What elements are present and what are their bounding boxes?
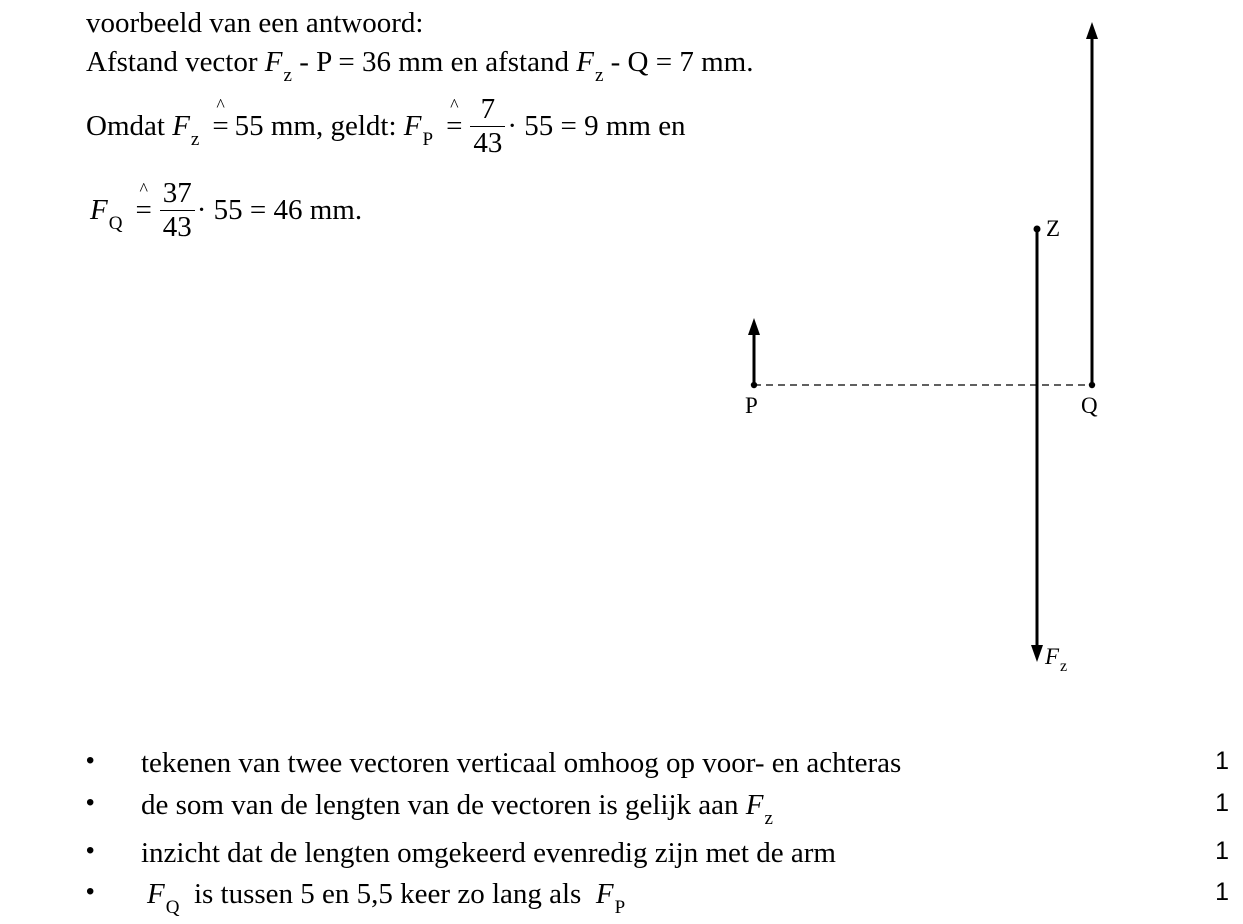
point-z xyxy=(1034,226,1041,233)
text: de som van de lengten van de vectoren is gelijk aan xyxy=(141,789,746,821)
score: 1 xyxy=(1215,747,1229,775)
subscript-q: Q xyxy=(108,213,123,235)
criterion-text xyxy=(141,789,773,829)
denominator: 43 xyxy=(162,211,192,243)
symbol-f: F xyxy=(745,789,764,821)
label-fz-f: F xyxy=(1045,644,1060,669)
vector-fz-arrowhead xyxy=(1031,645,1043,662)
equals: = xyxy=(135,194,152,227)
subscript-z: z xyxy=(764,808,773,829)
criterion-4 xyxy=(0,878,1243,918)
text: - P = 36 mm en afstand xyxy=(291,46,577,78)
label-p: P xyxy=(745,393,758,418)
criterion-2 xyxy=(0,789,1243,829)
bullet: • xyxy=(86,837,95,864)
bullet: • xyxy=(86,878,95,905)
score: 1 xyxy=(1215,878,1229,906)
vector-q-arrowhead xyxy=(1086,22,1098,39)
subscript-z: z xyxy=(283,65,292,86)
score: 1 xyxy=(1215,837,1229,865)
score: 1 xyxy=(1215,789,1229,817)
numerator: 37 xyxy=(160,179,195,211)
subscript-p: P xyxy=(422,129,434,151)
point-q xyxy=(1089,382,1095,388)
hat: ^ xyxy=(216,95,225,116)
denominator: 43 xyxy=(473,127,503,159)
subscript-z: z xyxy=(190,129,200,151)
criterion-3 xyxy=(0,837,1243,871)
intro-text: voorbeeld van een antwoord: xyxy=(86,7,424,39)
equals: = xyxy=(446,110,463,143)
symbol-f: F xyxy=(147,878,165,910)
symbol-f: F xyxy=(576,46,594,78)
text: 55 mm, geldt: xyxy=(234,110,404,143)
hat: ^ xyxy=(139,179,148,200)
label-fz-sub: z xyxy=(1060,658,1068,675)
symbol-f: F xyxy=(595,878,614,910)
numerator: 7 xyxy=(470,95,505,127)
symbol-f: F xyxy=(403,110,422,143)
symbol-f: F xyxy=(172,110,190,143)
criterion-text: inzicht dat de lengten omgekeerd evenredig zijn met de arm xyxy=(141,837,836,869)
bullet: • xyxy=(86,747,95,774)
hat: ^ xyxy=(450,95,459,116)
label-q: Q xyxy=(1081,393,1098,418)
bullet: • xyxy=(86,789,95,816)
text: Omdat xyxy=(86,110,173,143)
subscript-z: z xyxy=(594,65,604,86)
text: - Q = 7 mm. xyxy=(603,46,754,78)
criterion-text: tekenen van twee vectoren verticaal omhoog op voor- en achteras xyxy=(141,747,902,779)
text: Afstand vector xyxy=(86,46,265,78)
subscript-p: P xyxy=(614,897,626,918)
label-z: Z xyxy=(1046,216,1061,241)
point-p xyxy=(751,382,757,388)
symbol-f: F xyxy=(264,46,283,78)
symbol-f: F xyxy=(90,194,108,227)
text: · 55 = 46 mm. xyxy=(196,194,363,227)
criterion-1 xyxy=(0,747,1243,781)
text: is tussen 5 en 5,5 keer zo lang als xyxy=(179,878,596,910)
criterion-text xyxy=(147,878,626,918)
subscript-q: Q xyxy=(165,897,180,918)
vector-p-arrowhead xyxy=(748,318,760,335)
equals: = xyxy=(212,110,229,143)
text: · 55 = 9 mm en xyxy=(507,110,686,143)
